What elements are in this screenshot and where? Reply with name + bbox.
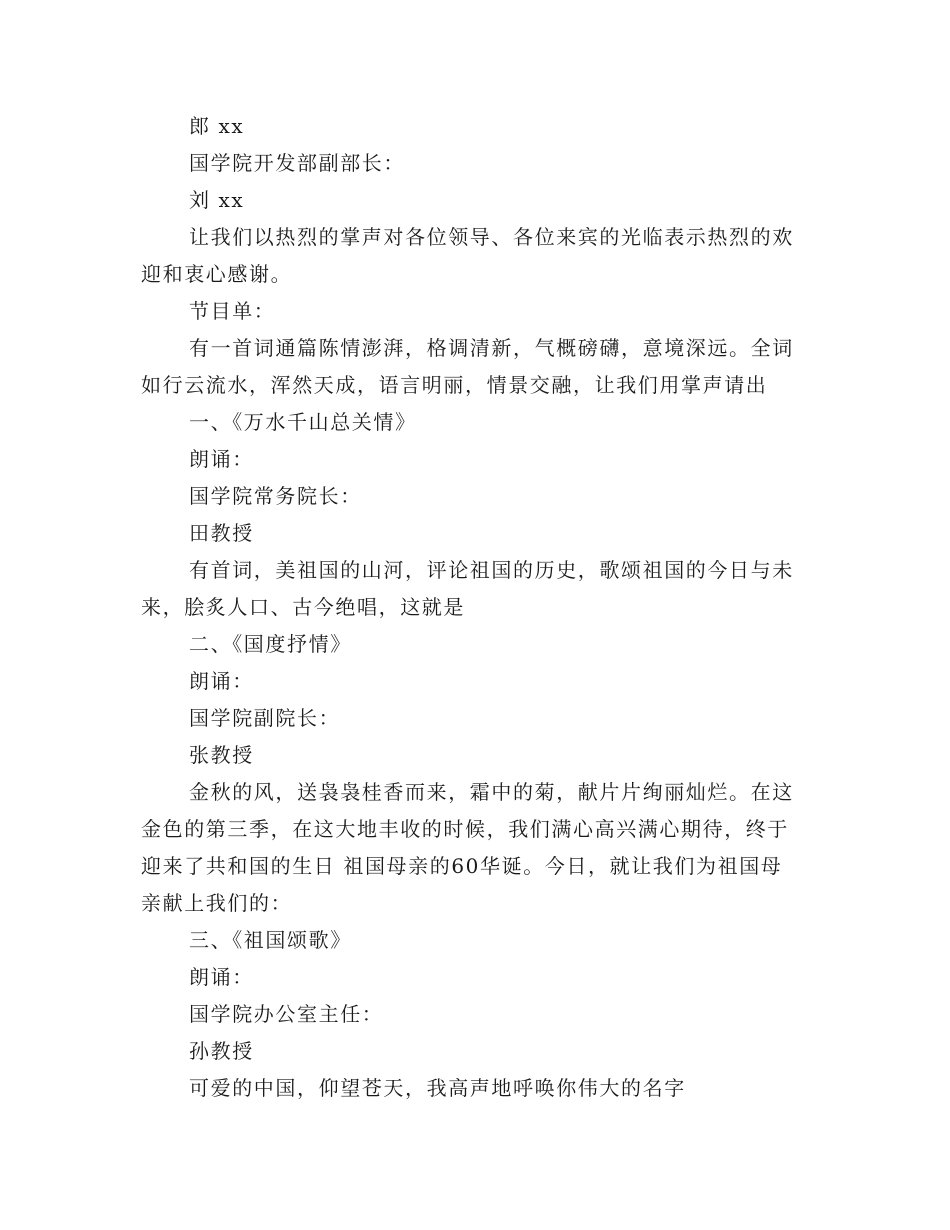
program-item-2-performer: 张教授 [189, 743, 254, 767]
program-item-3-recite-label: 朗诵： [189, 965, 254, 989]
program-item-1-role: 国学院常务院长： [189, 484, 362, 508]
paragraph-intro-2: 有首词，美祖国的山河，评论祖国的历史，歌颂祖国的今日与未来，脍炙人口、古今绝唱，这就是 [141, 558, 794, 619]
program-item-2-role: 国学院副院长： [189, 706, 341, 730]
paragraph-program-heading: 节目单： [189, 299, 276, 323]
paragraph-role-dev-dept: 国学院开发部副部长： [189, 151, 405, 175]
program-item-2-title: 二、《国度抒情》 [189, 632, 352, 656]
program-item-2-recite-label: 朗诵： [189, 669, 254, 693]
program-item-1-recite-label: 朗诵： [189, 447, 254, 471]
paragraph-reciter-lang: 郎 xx [189, 114, 245, 138]
paragraph-intro-3: 金秋的风，送袅袅桂香而来，霜中的菊，献片片绚丽灿烂。在这金色的第三季，在这大地丰收的时候，我们满心高兴满心期待，终于迎来了共和国的生日 祖国母亲的60华诞。今日，就让我们为祖国母亲献上我们的： [141, 780, 794, 915]
program-item-3-role: 国学院办公室主任： [189, 1002, 384, 1026]
program-item-3-title: 三、《祖国颂歌》 [189, 928, 352, 952]
paragraph-name-liu: 刘 xx [189, 188, 245, 212]
paragraph-intro-4: 可爱的中国，仰望苍天，我高声地呼唤你伟大的名字 [189, 1076, 686, 1100]
document-body [141, 108, 801, 1107]
paragraph-welcome: 让我们以热烈的掌声对各位领导、各位来宾的光临表示热烈的欢迎和衷心感谢。 [141, 225, 794, 286]
program-item-1-title: 一、《万水千山总关情》 [189, 410, 417, 434]
program-item-3-performer: 孙教授 [189, 1039, 254, 1063]
paragraph-intro-1: 有一首词通篇陈情澎湃，格调清新，气概磅礴，意境深远。全词如行云流水，浑然天成，语言明丽，情景交融，让我们用掌声请出 [141, 336, 794, 397]
program-item-1-performer: 田教授 [189, 521, 254, 545]
